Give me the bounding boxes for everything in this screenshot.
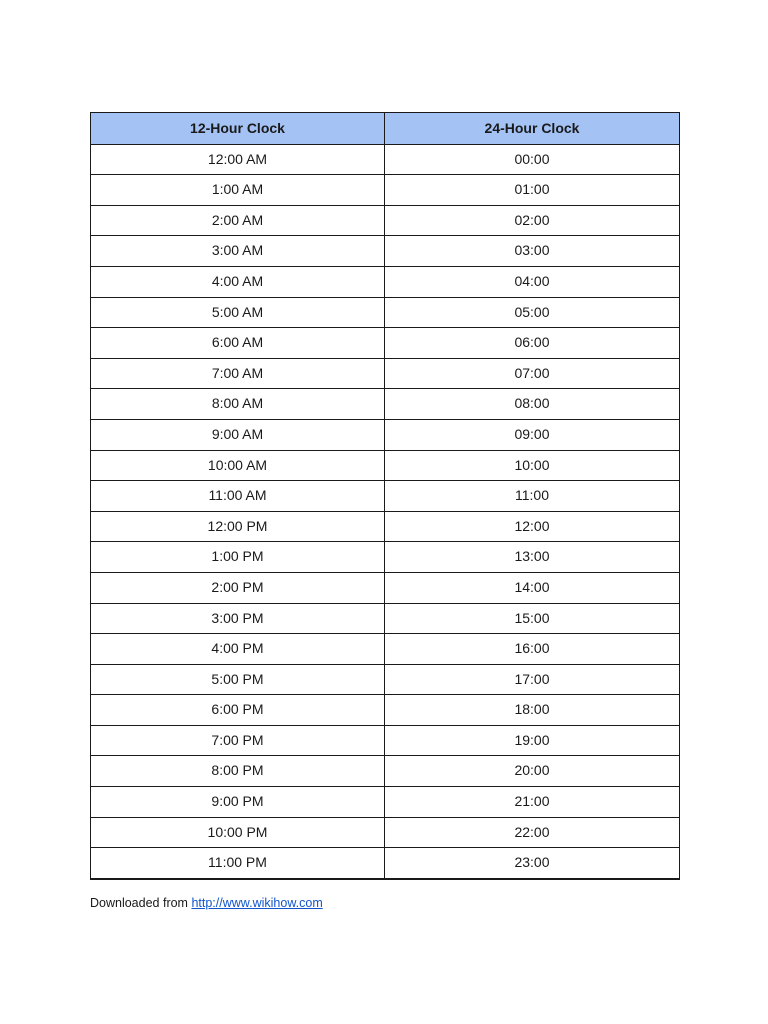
cell-12-hour: 6:00 PM <box>91 695 385 726</box>
cell-24-hour: 20:00 <box>385 756 680 787</box>
cell-24-hour: 02:00 <box>385 205 680 236</box>
table-row <box>91 297 680 328</box>
table-row <box>91 817 680 848</box>
table-row <box>91 419 680 450</box>
cell-12-hour: 4:00 AM <box>91 266 385 297</box>
cell-24-hour: 23:00 <box>385 848 680 879</box>
cell-12-hour: 9:00 PM <box>91 787 385 818</box>
table-row <box>91 358 680 389</box>
cell-12-hour: 10:00 AM <box>91 450 385 481</box>
table-row <box>91 481 680 512</box>
cell-24-hour: 04:00 <box>385 266 680 297</box>
cell-24-hour: 10:00 <box>385 450 680 481</box>
table-row <box>91 144 680 175</box>
cell-24-hour: 22:00 <box>385 817 680 848</box>
cell-12-hour: 3:00 AM <box>91 236 385 267</box>
table-row <box>91 725 680 756</box>
footer-prefix-text: Downloaded from <box>90 896 192 910</box>
header-12-hour-clock: 12-Hour Clock <box>91 113 385 145</box>
cell-24-hour: 16:00 <box>385 634 680 665</box>
cell-12-hour: 12:00 PM <box>91 511 385 542</box>
cell-24-hour: 14:00 <box>385 572 680 603</box>
cell-24-hour: 18:00 <box>385 695 680 726</box>
cell-12-hour: 2:00 PM <box>91 572 385 603</box>
cell-24-hour: 15:00 <box>385 603 680 634</box>
header-24-hour-clock: 24-Hour Clock <box>385 113 680 145</box>
cell-24-hour: 11:00 <box>385 481 680 512</box>
table-row <box>91 756 680 787</box>
cell-24-hour: 05:00 <box>385 297 680 328</box>
cell-12-hour: 7:00 PM <box>91 725 385 756</box>
cell-12-hour: 1:00 PM <box>91 542 385 573</box>
cell-12-hour: 12:00 AM <box>91 144 385 175</box>
cell-12-hour: 8:00 PM <box>91 756 385 787</box>
cell-12-hour: 6:00 AM <box>91 328 385 359</box>
cell-12-hour: 8:00 AM <box>91 389 385 420</box>
cell-24-hour: 08:00 <box>385 389 680 420</box>
cell-12-hour: 10:00 PM <box>91 817 385 848</box>
cell-12-hour: 4:00 PM <box>91 634 385 665</box>
cell-24-hour: 06:00 <box>385 328 680 359</box>
cell-24-hour: 09:00 <box>385 419 680 450</box>
cell-24-hour: 01:00 <box>385 175 680 206</box>
cell-12-hour: 2:00 AM <box>91 205 385 236</box>
table-row <box>91 542 680 573</box>
wikihow-link[interactable]: http://www.wikihow.com <box>191 896 323 910</box>
cell-24-hour: 12:00 <box>385 511 680 542</box>
cell-12-hour: 9:00 AM <box>91 419 385 450</box>
cell-24-hour: 00:00 <box>385 144 680 175</box>
cell-12-hour: 3:00 PM <box>91 603 385 634</box>
cell-24-hour: 19:00 <box>385 725 680 756</box>
table-row <box>91 389 680 420</box>
cell-12-hour: 1:00 AM <box>91 175 385 206</box>
table-row <box>91 695 680 726</box>
table-body <box>91 144 680 879</box>
cell-24-hour: 17:00 <box>385 664 680 695</box>
table-row <box>91 328 680 359</box>
table-row <box>91 511 680 542</box>
table-row <box>91 450 680 481</box>
cell-12-hour: 11:00 PM <box>91 848 385 879</box>
cell-12-hour: 5:00 AM <box>91 297 385 328</box>
table-row <box>91 572 680 603</box>
time-conversion-table <box>90 112 680 880</box>
cell-24-hour: 13:00 <box>385 542 680 573</box>
table-row <box>91 205 680 236</box>
cell-24-hour: 21:00 <box>385 787 680 818</box>
table-row <box>91 848 680 879</box>
table-row <box>91 634 680 665</box>
cell-12-hour: 7:00 AM <box>91 358 385 389</box>
table-row <box>91 603 680 634</box>
table-header-row <box>91 113 680 145</box>
cell-24-hour: 03:00 <box>385 236 680 267</box>
cell-12-hour: 5:00 PM <box>91 664 385 695</box>
table-row <box>91 175 680 206</box>
cell-24-hour: 07:00 <box>385 358 680 389</box>
cell-12-hour: 11:00 AM <box>91 481 385 512</box>
footer-source-line <box>90 896 323 910</box>
table-row <box>91 236 680 267</box>
table-row <box>91 787 680 818</box>
table-row <box>91 664 680 695</box>
table-row <box>91 266 680 297</box>
